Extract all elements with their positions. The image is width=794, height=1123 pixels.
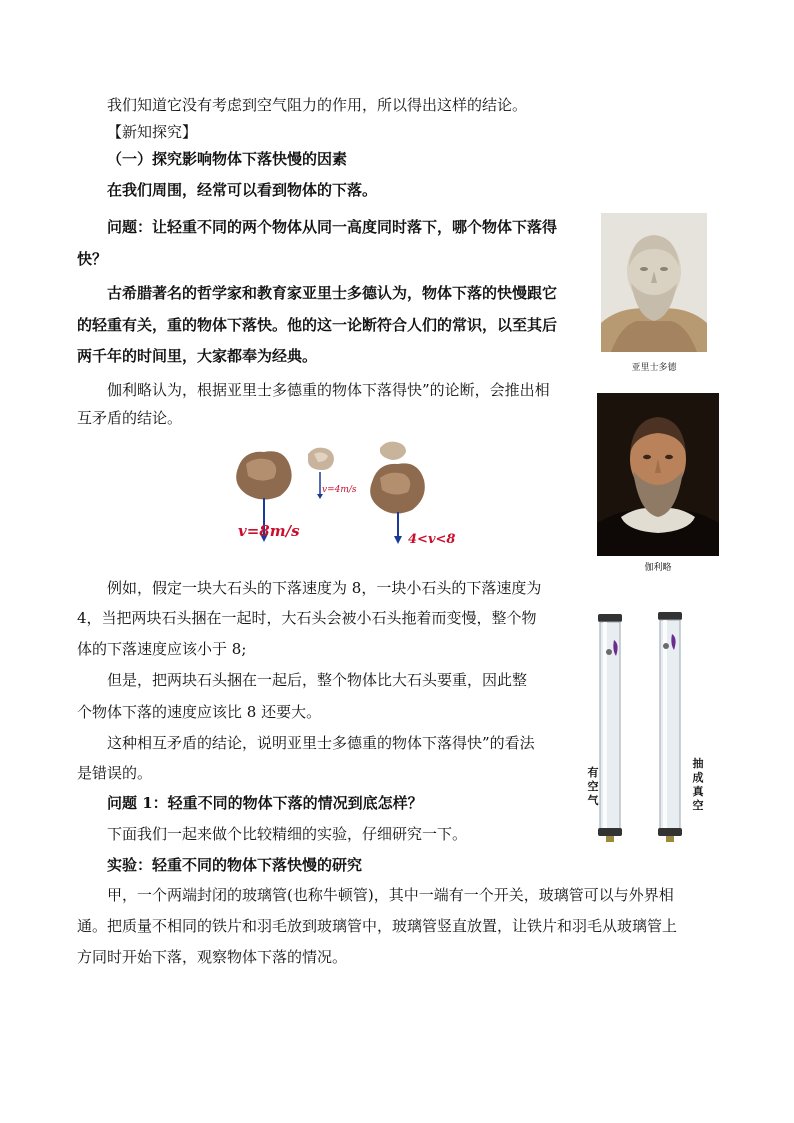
- paragraph-4: 在我们周围，经常可以看到物体的下落。: [107, 181, 378, 199]
- small-stone-speed-label: v=4m/s: [322, 485, 357, 495]
- galileo-portrait: [597, 393, 719, 556]
- aristotle-para-line-1: 古希腊著名的哲学家和教育家亚里士多德认为，物体下落的快慢跟它: [107, 284, 558, 302]
- newton-tubes-diagram: [592, 610, 692, 850]
- subsection-heading: （一）探究影响物体下落快慢的因素: [107, 150, 348, 168]
- big-stone: [236, 451, 291, 499]
- combined-speed-label: 4<v<8: [408, 532, 456, 547]
- but-line-2: 个物体下落的速度应该比 8 还要大。: [77, 703, 322, 721]
- paragraph-1: 我们知道它没有考虑到空气阻力的作用，所以得出这样的结论。: [107, 96, 528, 114]
- air-tube: [598, 614, 622, 842]
- example-line-1: 例如，假定一块大石头的下落速度为 8，一块小石头的下落速度为: [107, 579, 542, 597]
- galileo-para-line-1: 伽利略认为，根据亚里士多德重的物体下落得快”的论断，会推出相: [107, 381, 550, 399]
- conclusion-line-2: 是错误的。: [77, 764, 153, 782]
- question-line-1: 问题：让轻重不同的两个物体从同一高度同时落下，哪个物体下落得: [107, 218, 558, 236]
- aristotle-para-line-3: 两千年的时间里，大家都奉为经典。: [77, 347, 318, 365]
- paragraph-12: 下面我们一起来做个比较精细的实验，仔细研究一下。: [107, 825, 468, 843]
- aristotle-caption: 亚里士多德: [631, 363, 677, 373]
- experiment-line-2: 通。把质量不相同的铁片和羽毛放到玻璃管中，玻璃管竖直放置，让铁片和羽毛从玻璃管上: [77, 917, 678, 935]
- example-line-2: 4，当把两块石头捆在一起时，大石头会被小石头拖着而变慢，整个物: [77, 609, 537, 627]
- aristotle-para-line-2: 的轻重有关，重的物体下落快。他的这一论断符合人们的常识，以至其后: [77, 316, 558, 334]
- big-stone-speed-label: v=8m/s: [238, 522, 300, 540]
- aristotle-portrait: [601, 213, 707, 352]
- question-1: 问题 1：轻重不同的物体下落的情况到底怎样？: [107, 794, 423, 812]
- example-line-3: 体的下落速度应该小于 8;: [77, 640, 247, 658]
- vacuum-tube-label: 抽成真空: [692, 757, 704, 812]
- galileo-para-line-2: 互矛盾的结论。: [77, 409, 183, 427]
- experiment-line-3: 方同时开始下落，观察物体下落的情况。: [77, 948, 348, 966]
- but-line-1: 但是，把两块石头捆在一起后，整个物体比大石头要重，因此整: [107, 671, 528, 689]
- air-tube-label: 有空气: [587, 766, 599, 807]
- combined-stones: [370, 442, 425, 514]
- conclusion-line-1: 这种相互矛盾的结论，说明亚里士多德重的物体下落得快”的看法: [107, 734, 535, 752]
- section-heading: 【新知探究】: [107, 123, 198, 141]
- small-stone: [308, 448, 334, 470]
- experiment-heading: 实验：轻重不同的物体下落快慢的研究: [107, 856, 363, 874]
- experiment-line-1: 甲，一个两端封闭的玻璃管(也称牛顿管)，其中一端有一个开关，玻璃管可以与外界相: [107, 886, 674, 904]
- vacuum-tube: [658, 612, 682, 842]
- question-line-2: 快？: [77, 250, 108, 268]
- galileo-caption: 伽利略: [644, 563, 672, 573]
